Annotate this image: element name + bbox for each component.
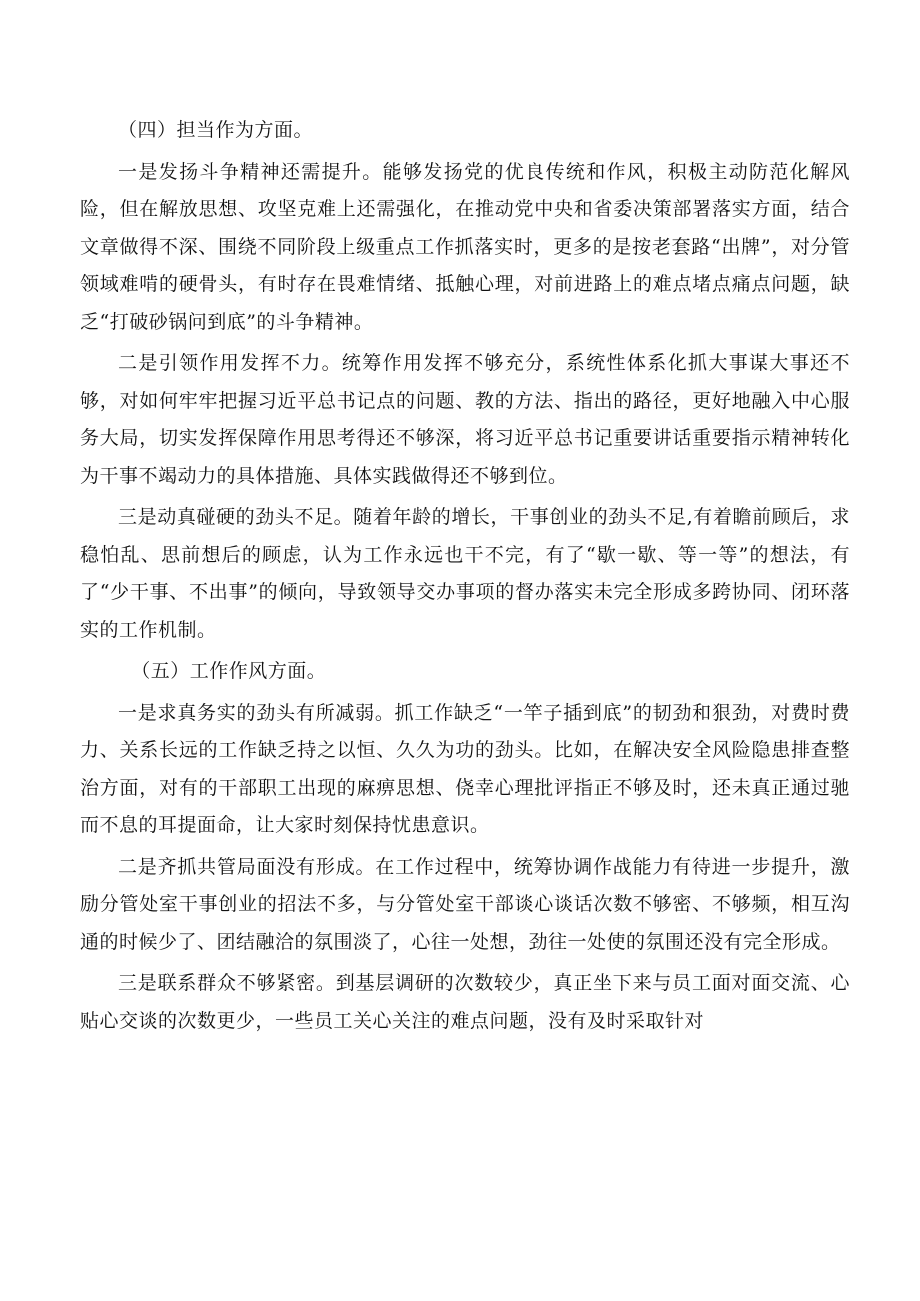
document-body [80,112,850,1044]
paragraph: 三是联系群众不够紧密。到基层调研的次数较少，真正坐下来与员工面对面交流、心贴心交谈的次数更少，一些员工关心关注的难点问题，没有及时采取针对 [80,972,850,1032]
paragraph: 三是动真碰硬的劲头不足。随着年龄的增长，干事创业的劲头不足,有着瞻前顾后，求稳怕乱、思前想后的顾虑，认为工作永远也干不完，有了“歇一歇、等一等”的想法，有了“少干事、不出事”的倾向，导致领导交办事项的督办落实未完全形成多跨协同、闭环落实的工作机制。 [80,506,850,641]
paragraph: 二是引领作用发挥不力。统筹作用发挥不够充分，系统性体系化抓大事谋大事还不够，对如何牢牢把握习近平总书记点的问题、教的方法、指出的路径，更好地融入中心服务大局，切实发挥保障作用思考得还不够深，将习近平总书记重要讲话重要指示精神转化为干事不竭动力的具体措施、具体实践做得还不够到位。 [80,352,850,487]
paragraph: 二是齐抓共管局面没有形成。在工作过程中，统筹协调作战能力有待进一步提升，激励分管处室干事创业的招法不多，与分管处室干部谈心谈话次数不够密、不够频，相互沟通的时候少了、团结融洽的氛围淡了，心往一处想，劲往一处使的氛围还没有完全形成。 [80,855,850,953]
section-heading-4: （四）担当作为方面。 [118,119,314,141]
paragraph: 一是求真务实的劲头有所减弱。抓工作缺乏“一竿子插到底”的韧劲和狠劲，对费时费力、关系长远的工作缺乏持之以恒、久久为功的劲头。比如，在解决安全风险隐患排查整治方面，对有的干部职工出现的麻痹思想、侥幸心理批评指正不够及时，还未真正通过驰而不息的耳提面命，让大家时刻保持忧患意识。 [80,701,850,836]
paragraph: 一是发扬斗争精神还需提升。能够发扬党的优良传统和作风，积极主动防范化解风险，但在解放思想、攻坚克难上还需强化，在推动党中央和省委决策部署落实方面，结合文章做得不深、围绕不同阶段上级重点工作抓落实时，更多的是按老套路“出牌”，对分管领域难啃的硬骨头，有时存在畏难情绪、抵触心理，对前进路上的难点堵点痛点问题，缺乏“打破砂锅问到底”的斗争精神。 [80,160,850,333]
section-heading-5: （五）工作作风方面。 [131,660,327,682]
